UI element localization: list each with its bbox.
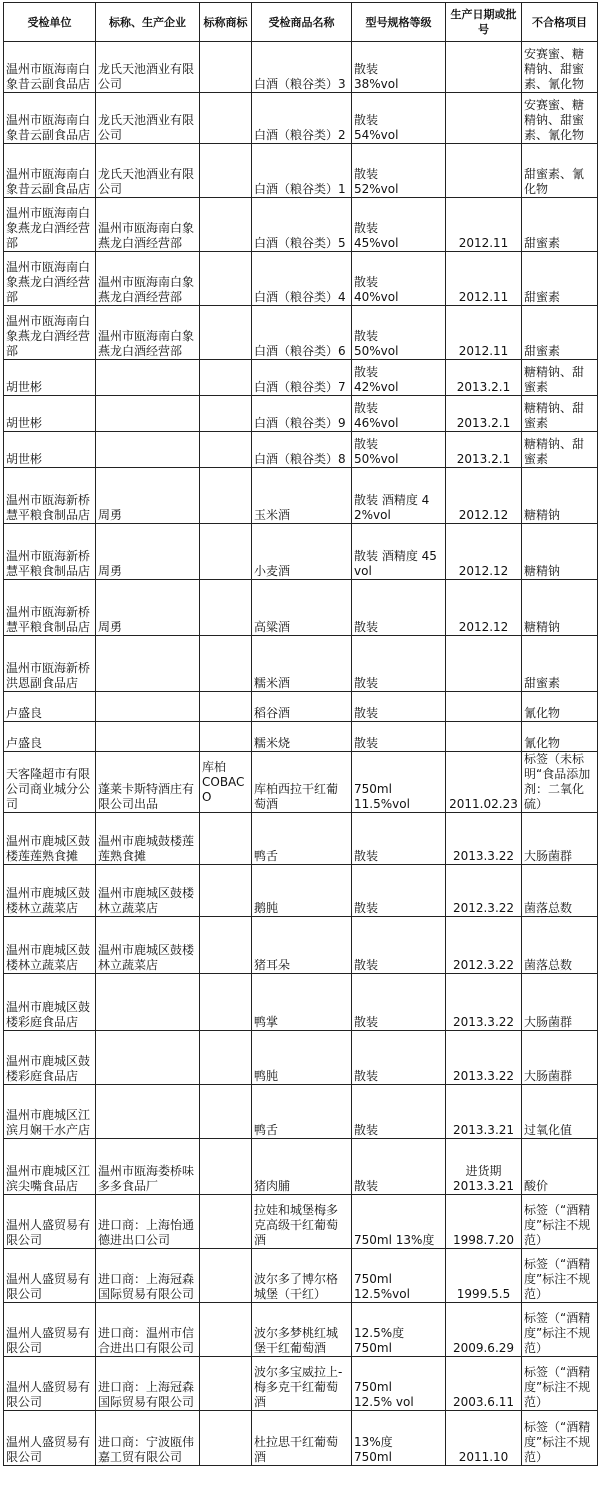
spec-cell: 散装 — [352, 865, 446, 917]
date-cell: 进货期 2013.3.21 — [446, 1139, 522, 1195]
date-cell: 2012.12 — [446, 468, 522, 524]
trademark-cell — [200, 198, 252, 252]
manufacturer-cell — [96, 432, 200, 468]
failed-item-cell: 标签（“酒精度”标注不规范） — [522, 1303, 598, 1357]
manufacturer-cell: 龙氏天池酒业有限公司 — [96, 144, 200, 198]
failed-item-cell: 甜蜜素 — [522, 198, 598, 252]
trademark-cell — [200, 917, 252, 974]
spec-cell: 散装 — [352, 1085, 446, 1139]
spec-cell: 散装 38%vol — [352, 42, 446, 93]
manufacturer-cell — [96, 692, 200, 722]
unit-cell: 卢盛良 — [4, 692, 96, 722]
product-cell: 鸭肫 — [252, 1031, 352, 1085]
spec-cell: 750ml 12.5%vol — [352, 1249, 446, 1303]
table-row — [4, 1195, 598, 1249]
manufacturer-cell — [96, 722, 200, 752]
failed-item-cell: 糖精钠 — [522, 468, 598, 524]
table-row — [4, 1031, 598, 1085]
date-cell — [446, 722, 522, 752]
unit-cell: 温州市瓯海南白象昔云副食品店 — [4, 42, 96, 93]
trademark-cell — [200, 1357, 252, 1411]
trademark-cell — [200, 360, 252, 396]
product-cell: 库柏西拉干红葡萄酒 — [252, 752, 352, 813]
manufacturer-cell: 进口商：上海怡通德进出口公司 — [96, 1195, 200, 1249]
table-row — [4, 974, 598, 1031]
table-row — [4, 1357, 598, 1411]
spec-cell: 散装 — [352, 974, 446, 1031]
unit-cell: 温州人盛贸易有限公司 — [4, 1357, 96, 1411]
manufacturer-cell: 温州市鹿城鼓楼莲莲熟食摊 — [96, 813, 200, 865]
product-cell: 玉米酒 — [252, 468, 352, 524]
date-cell: 2013.3.21 — [446, 1085, 522, 1139]
header-failed-items: 不合格项目 — [522, 3, 598, 42]
manufacturer-cell: 龙氏天池酒业有限公司 — [96, 42, 200, 93]
spec-cell: 散装 — [352, 692, 446, 722]
unit-cell: 温州市瓯海新桥洪恩副食品店 — [4, 636, 96, 692]
unit-cell: 温州市鹿城区鼓楼彩庭食品店 — [4, 1031, 96, 1085]
manufacturer-cell: 进口商：上海冠森国际贸易有限公司 — [96, 1357, 200, 1411]
table-body — [4, 42, 598, 1466]
unit-cell: 温州市鹿城区鼓楼彩庭食品店 — [4, 974, 96, 1031]
date-cell — [446, 144, 522, 198]
failed-item-cell: 标签（“酒精度”标注不规范） — [522, 1249, 598, 1303]
spec-cell: 散装 — [352, 722, 446, 752]
table-row — [4, 306, 598, 360]
spec-cell: 750ml 13%度 — [352, 1195, 446, 1249]
unit-cell: 温州人盛贸易有限公司 — [4, 1249, 96, 1303]
spec-cell: 散装 — [352, 813, 446, 865]
table-row — [4, 524, 598, 580]
table-row — [4, 252, 598, 306]
trademark-cell — [200, 144, 252, 198]
manufacturer-cell: 周勇 — [96, 468, 200, 524]
manufacturer-cell — [96, 1085, 200, 1139]
failed-item-cell: 氰化物 — [522, 692, 598, 722]
product-cell: 白酒（粮谷类）8 — [252, 432, 352, 468]
manufacturer-cell: 周勇 — [96, 524, 200, 580]
trademark-cell — [200, 865, 252, 917]
failed-item-cell: 标签（未标明“食品添加剂：二氧化硫） — [522, 752, 598, 813]
failed-item-cell: 氰化物 — [522, 722, 598, 752]
trademark-cell — [200, 42, 252, 93]
product-cell: 鸭舌 — [252, 1085, 352, 1139]
unit-cell: 温州市鹿城区鼓楼林立蔬菜店 — [4, 865, 96, 917]
trademark-cell — [200, 1411, 252, 1466]
trademark-cell — [200, 306, 252, 360]
header-trademark: 标称商标 — [200, 3, 252, 42]
manufacturer-cell: 进口商：上海冠森国际贸易有限公司 — [96, 1249, 200, 1303]
trademark-cell — [200, 692, 252, 722]
failed-item-cell: 菌落总数 — [522, 917, 598, 974]
product-cell: 拉娃和城堡梅多克高级干红葡萄酒 — [252, 1195, 352, 1249]
header-product-name: 受检商品名称 — [252, 3, 352, 42]
date-cell: 2012.11 — [446, 252, 522, 306]
date-cell: 2011.10 — [446, 1411, 522, 1466]
spec-cell: 12.5%度 750ml — [352, 1303, 446, 1357]
product-cell: 波尔多梦桃红城堡干红葡萄酒 — [252, 1303, 352, 1357]
date-cell — [446, 42, 522, 93]
spec-cell: 散装 52%vol — [352, 144, 446, 198]
product-cell: 白酒（粮谷类）9 — [252, 396, 352, 432]
unit-cell: 温州市瓯海新桥慧平粮食制品店 — [4, 468, 96, 524]
unit-cell: 胡世彬 — [4, 432, 96, 468]
manufacturer-cell: 龙氏天池酒业有限公司 — [96, 93, 200, 144]
unit-cell: 温州人盛贸易有限公司 — [4, 1195, 96, 1249]
manufacturer-cell: 温州市鹿城区鼓楼林立蔬菜店 — [96, 865, 200, 917]
failed-item-cell: 安赛蜜、糖精钠、甜蜜素、氰化物 — [522, 42, 598, 93]
date-cell: 2013.2.1 — [446, 360, 522, 396]
table-row — [4, 1139, 598, 1195]
spec-cell: 750ml 11.5%vol — [352, 752, 446, 813]
unit-cell: 温州市瓯海南白象昔云副食品店 — [4, 93, 96, 144]
product-cell: 稻谷酒 — [252, 692, 352, 722]
failed-item-cell: 甜蜜素 — [522, 252, 598, 306]
manufacturer-cell — [96, 974, 200, 1031]
table-row — [4, 432, 598, 468]
table-row — [4, 636, 598, 692]
unit-cell: 温州人盛贸易有限公司 — [4, 1303, 96, 1357]
date-cell — [446, 692, 522, 722]
header-inspected-unit: 受检单位 — [4, 3, 96, 42]
spec-cell: 散装 50%vol — [352, 306, 446, 360]
date-cell: 2012.11 — [446, 198, 522, 252]
trademark-cell — [200, 813, 252, 865]
failed-item-cell: 标签（“酒精度”标注不规范） — [522, 1195, 598, 1249]
manufacturer-cell: 温州市瓯海娄桥味多多食品厂 — [96, 1139, 200, 1195]
manufacturer-cell: 温州市瓯海南白象燕龙白酒经营部 — [96, 306, 200, 360]
date-cell: 2013.2.1 — [446, 432, 522, 468]
date-cell: 2013.3.22 — [446, 974, 522, 1031]
failed-item-cell: 酸价 — [522, 1139, 598, 1195]
unit-cell: 天客隆超市有限公司商业城分公司 — [4, 752, 96, 813]
table-row — [4, 1303, 598, 1357]
manufacturer-cell: 蓬莱卡斯特酒庄有限公司出品 — [96, 752, 200, 813]
spec-cell: 散装 45%vol — [352, 198, 446, 252]
trademark-cell — [200, 432, 252, 468]
date-cell: 2003.6.11 — [446, 1357, 522, 1411]
trademark-cell — [200, 1031, 252, 1085]
product-cell: 白酒（粮谷类）4 — [252, 252, 352, 306]
unit-cell: 卢盛良 — [4, 722, 96, 752]
product-cell: 小麦酒 — [252, 524, 352, 580]
date-cell — [446, 93, 522, 144]
failed-item-cell: 大肠菌群 — [522, 813, 598, 865]
failed-item-cell: 甜蜜素、氰化物 — [522, 144, 598, 198]
unit-cell: 温州市瓯海新桥慧平粮食制品店 — [4, 580, 96, 636]
product-cell: 杜拉思干红葡萄酒 — [252, 1411, 352, 1466]
table-row — [4, 1411, 598, 1466]
table-row — [4, 468, 598, 524]
failed-item-cell: 糖精钠 — [522, 580, 598, 636]
trademark-cell — [200, 722, 252, 752]
date-cell: 2009.6.29 — [446, 1303, 522, 1357]
table-row — [4, 144, 598, 198]
product-cell: 白酒（粮谷类）7 — [252, 360, 352, 396]
failed-item-cell: 大肠菌群 — [522, 1031, 598, 1085]
spec-cell: 散装 50%vol — [352, 432, 446, 468]
date-cell: 1999.5.5 — [446, 1249, 522, 1303]
unit-cell: 温州市鹿城区江滨尖嘴食品店 — [4, 1139, 96, 1195]
table-row — [4, 752, 598, 813]
table-row — [4, 865, 598, 917]
header-row — [4, 3, 598, 42]
failed-item-cell: 糖精钠、甜蜜素 — [522, 360, 598, 396]
date-cell: 2011.02.23 — [446, 752, 522, 813]
table-row — [4, 198, 598, 252]
unit-cell: 温州市鹿城区鼓楼莲莲熟食摊 — [4, 813, 96, 865]
table-row — [4, 917, 598, 974]
manufacturer-cell: 进口商：温州市信合进出口有限公司 — [96, 1303, 200, 1357]
trademark-cell — [200, 580, 252, 636]
unit-cell: 温州市瓯海新桥慧平粮食制品店 — [4, 524, 96, 580]
manufacturer-cell: 进口商：宁波瓯伟嘉工贸有限公司 — [96, 1411, 200, 1466]
trademark-cell — [200, 636, 252, 692]
header-date-batch: 生产日期或批号 — [446, 3, 522, 42]
trademark-cell: 库柏 COBACO — [200, 752, 252, 813]
table-row — [4, 93, 598, 144]
date-cell: 2012.11 — [446, 306, 522, 360]
trademark-cell — [200, 468, 252, 524]
product-cell: 波尔多了博尔格城堡（干红） — [252, 1249, 352, 1303]
failed-item-cell: 糖精钠、甜蜜素 — [522, 432, 598, 468]
date-cell: 1998.7.20 — [446, 1195, 522, 1249]
inspection-table — [3, 2, 598, 1466]
trademark-cell — [200, 974, 252, 1031]
unit-cell: 温州市瓯海南白象燕龙白酒经营部 — [4, 198, 96, 252]
product-cell: 糯米酒 — [252, 636, 352, 692]
trademark-cell — [200, 1249, 252, 1303]
unit-cell: 温州市瓯海南白象燕龙白酒经营部 — [4, 252, 96, 306]
spec-cell: 散装 — [352, 1139, 446, 1195]
spec-cell: 散装 54%vol — [352, 93, 446, 144]
unit-cell: 温州市瓯海南白象燕龙白酒经营部 — [4, 306, 96, 360]
product-cell: 糯米烧 — [252, 722, 352, 752]
date-cell — [446, 636, 522, 692]
trademark-cell — [200, 93, 252, 144]
table-row — [4, 692, 598, 722]
table-row — [4, 396, 598, 432]
failed-item-cell: 甜蜜素 — [522, 636, 598, 692]
failed-item-cell: 糖精钠、甜蜜素 — [522, 396, 598, 432]
failed-item-cell: 甜蜜素 — [522, 306, 598, 360]
manufacturer-cell — [96, 636, 200, 692]
failed-item-cell: 标签（“酒精度”标注不规范） — [522, 1357, 598, 1411]
failed-item-cell: 菌落总数 — [522, 865, 598, 917]
spec-cell: 散装 酒精度 42%vol — [352, 468, 446, 524]
unit-cell: 温州人盛贸易有限公司 — [4, 1411, 96, 1466]
spec-cell: 散装 — [352, 636, 446, 692]
trademark-cell — [200, 1195, 252, 1249]
unit-cell: 温州市鹿城区江滨月娴干水产店 — [4, 1085, 96, 1139]
product-cell: 猪耳朵 — [252, 917, 352, 974]
product-cell: 白酒（粮谷类）6 — [252, 306, 352, 360]
spec-cell: 13%度 750ml — [352, 1411, 446, 1466]
table-row — [4, 813, 598, 865]
manufacturer-cell: 温州市鹿城区鼓楼林立蔬菜店 — [96, 917, 200, 974]
product-cell: 波尔多宝威拉上-梅多克干红葡萄酒 — [252, 1357, 352, 1411]
date-cell: 2012.3.22 — [446, 917, 522, 974]
spec-cell: 750ml 12.5% vol — [352, 1357, 446, 1411]
spec-cell: 散装 酒精度 45vol — [352, 524, 446, 580]
failed-item-cell: 安赛蜜、糖精钠、甜蜜素、氰化物 — [522, 93, 598, 144]
spec-cell: 散装 — [352, 1031, 446, 1085]
manufacturer-cell: 温州市瓯海南白象燕龙白酒经营部 — [96, 252, 200, 306]
product-cell: 白酒（粮谷类）1 — [252, 144, 352, 198]
product-cell: 白酒（粮谷类）5 — [252, 198, 352, 252]
product-cell: 白酒（粮谷类）2 — [252, 93, 352, 144]
spec-cell: 散装 46%vol — [352, 396, 446, 432]
manufacturer-cell — [96, 396, 200, 432]
manufacturer-cell: 周勇 — [96, 580, 200, 636]
table-row — [4, 1249, 598, 1303]
manufacturer-cell — [96, 1031, 200, 1085]
table-row — [4, 360, 598, 396]
table-row — [4, 580, 598, 636]
table-row — [4, 1085, 598, 1139]
unit-cell: 胡世彬 — [4, 360, 96, 396]
spec-cell: 散装 — [352, 917, 446, 974]
trademark-cell — [200, 1085, 252, 1139]
spec-cell: 散装 42%vol — [352, 360, 446, 396]
failed-item-cell: 糖精钠 — [522, 524, 598, 580]
trademark-cell — [200, 252, 252, 306]
trademark-cell — [200, 524, 252, 580]
failed-item-cell: 标签（“酒精度”标注不规范） — [522, 1411, 598, 1466]
product-cell: 鹅肫 — [252, 865, 352, 917]
table-row — [4, 722, 598, 752]
manufacturer-cell: 温州市瓯海南白象燕龙白酒经营部 — [96, 198, 200, 252]
trademark-cell — [200, 1303, 252, 1357]
trademark-cell — [200, 1139, 252, 1195]
trademark-cell — [200, 396, 252, 432]
product-cell: 鸭掌 — [252, 974, 352, 1031]
date-cell: 2012.12 — [446, 580, 522, 636]
product-cell: 高粱酒 — [252, 580, 352, 636]
manufacturer-cell — [96, 360, 200, 396]
spec-cell: 散装 — [352, 580, 446, 636]
spec-cell: 散装 40%vol — [352, 252, 446, 306]
unit-cell: 胡世彬 — [4, 396, 96, 432]
header-spec: 型号规格等级 — [352, 3, 446, 42]
table-row — [4, 42, 598, 93]
unit-cell: 温州市瓯海南白象昔云副食品店 — [4, 144, 96, 198]
failed-item-cell: 过氧化值 — [522, 1085, 598, 1139]
date-cell: 2012.12 — [446, 524, 522, 580]
product-cell: 猪肉脯 — [252, 1139, 352, 1195]
date-cell: 2013.3.22 — [446, 1031, 522, 1085]
unit-cell: 温州市鹿城区鼓楼林立蔬菜店 — [4, 917, 96, 974]
product-cell: 鸭舌 — [252, 813, 352, 865]
date-cell: 2013.3.22 — [446, 813, 522, 865]
failed-item-cell: 大肠菌群 — [522, 974, 598, 1031]
product-cell: 白酒（粮谷类）3 — [252, 42, 352, 93]
header-manufacturer: 标称、生产企业 — [96, 3, 200, 42]
date-cell: 2012.3.22 — [446, 865, 522, 917]
date-cell: 2013.2.1 — [446, 396, 522, 432]
